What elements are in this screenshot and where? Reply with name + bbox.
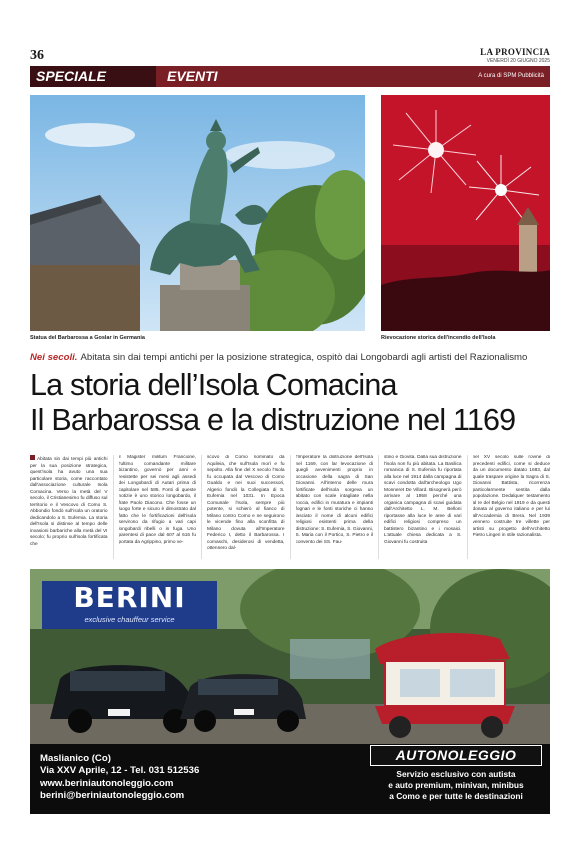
ad-contact <box>40 753 199 802</box>
fireworks-photo <box>381 95 550 331</box>
ad-logo-tagline: exclusive chauffeur service <box>84 615 175 624</box>
barbarossa-statue-photo <box>30 95 365 331</box>
right-photo-caption: Rievocazione storica dell'incendio dell'Isola <box>381 335 496 341</box>
page-number: 36 <box>30 48 44 63</box>
masthead <box>480 47 550 64</box>
section-bar <box>30 66 550 87</box>
column-divider <box>467 455 468 559</box>
ad-logo: BERINI <box>73 581 186 614</box>
ad-service-text <box>370 769 542 802</box>
article-column-5: stino e Giovita. Dalla sua distruzione l'isola non fu più abitata. La Basilica romanica di S. Eufemia fu riportata alla luce nel 1914 dalla campagna di scavi condotta dall'archeologo Ugo Monneret De Villard. Bisognerà però arrivare al 1958 perché una organica campagna di scavi guidata dall'Architetto L. M. Belloni riportasse alla luce le aree di vari edifici religiosi compreso un battistero bizantino e i mosaici. L'attuale chiesa dedicata a S. Giovanni fu costruita <box>384 455 462 545</box>
article-column-1 <box>30 455 108 559</box>
left-photo-caption: Statua del Barbarossa a Goslar in Germania <box>30 335 145 341</box>
ad-service-line-3: a Como e per tutte le destinazioni <box>389 791 523 801</box>
column-divider <box>113 455 114 559</box>
ad-service-line-2: e auto premium, minivan, minibus <box>388 780 524 790</box>
paragraph-marker-icon <box>30 455 35 460</box>
ad-website-link[interactable]: www.beriniautonoleggio.com <box>40 777 174 789</box>
article-column-3: scovo di Como nominato da Aquileia, che sull'Isola morì e fu sepolto. Alla fine del X secolo l'Isola fu occupata dal Vescovo di Como Gualdo e nei suoi successori, Algerio fondò la Collegiata di S. Eufemia nel 1031. In Epoca Comunale l'isola, sempre più potente, si schierò al fianco di Milano contro Como e ne seguirono le vicende fino alla sconfitta di Milano dovuta all'Imperatore Federico I, detto il Barbarossa. I comaschi, desiderosi di vendetta, ottennero dal- <box>207 455 285 551</box>
newspaper-brand: LA PROVINCIA <box>480 47 550 57</box>
section-credit: A cura di SPM Pubblicità <box>478 73 544 79</box>
column-text: Abitata sin dai tempi più antichi per la sua posizione strategica, quest'isola ha avuto una sua particolare storia, come raccontato dall'associazione culturale Isola Comacina. Verso la metà del V secolo, il Cristianesimo fu diffuso sul territorio e il Vescovo di Como S. Abbondio fondò sull'isola un oratorio dedicandolo a S. Eufemia. La storia dell'Isola si distinse al tempo delle invasioni barbariche alla metà del VI secolo; fu proprio sull'isola fortificata che <box>30 457 108 547</box>
ad-email-link[interactable]: berini@beriniautonoleggio.com <box>40 789 185 801</box>
kicker-lead: Nei secoli. <box>30 352 78 363</box>
article-column-4: l'Imperatore la distruzione dell'Isola nel 1169, con lar levocazione di quegli avvenimenti proprio in occasione della sagra di San Giovanni. All'interno delle mura fortificate dell'isola sorgeva un abitato con scale intagliate nella roccia, edifici in muratura e impianti fognari e le fonti storiche ci hanno lasciato il nome di alcuni edifici religiosi esistenti prima della distruzione: S. Eufemia, S. Giovanni, S. Maria con il Portico, S. Pietro e il convento dei SS. Fau- <box>295 455 373 545</box>
column-divider <box>201 455 202 559</box>
article-body <box>30 455 550 559</box>
advertisement <box>30 569 550 814</box>
subsection-label: EVENTI <box>167 68 218 84</box>
ad-address-phone: Via XXV Aprile, 12 - Tel. 031 512536 <box>40 765 200 777</box>
column-divider <box>378 455 379 559</box>
column-divider <box>290 455 291 559</box>
ad-badge: AUTONOLEGGIO <box>370 745 542 766</box>
issue-date: VENERDÌ 20 GIUGNO 2025 <box>486 58 550 64</box>
article-kicker <box>30 352 555 363</box>
article-column-2: il Magister militum Francione, l'ultimo comandante militare bizantino, governò per anni e resistette per sei mesi agli assedi dei Longobardi di Autari prima di capitolare nel 585. Fonti di queste notizie è uno storico longobardo, il frate Paolo Diacono. Che fosse un luogo forte e sicuro è dimostrato dal fatto che le fortificazioni dell'isola servirono da rifugio a vari capi longobardi ribelli o in fuga. Uno parentesi di pace dal 607 al 616 fu portata da Agrippino, primo ve- <box>118 455 196 545</box>
kicker-text: Abitata sin dai tempi antichi per la posizione strategica, ospitò dai Longobardi agli artisti del Razionalismo <box>80 352 528 363</box>
article-headline <box>30 368 555 438</box>
section-tag: SPECIALE <box>30 66 156 87</box>
headline-line-1: La storia dell’Isola Comacina <box>30 368 397 402</box>
article-column-6: nel XV secolo sulle rovine di precedenti edifici, come si deduce da un documento datato 1683, dal quale traspare origine la Sagra di S. Giovanni Battista, ricorrenza particolarmente sentita dalla popolazione. Dedalquer testamento al re del Belgio nel 1919 e da questi donata al governo italiano e per lui all'Accademia di Brera. Nel 1939 vennero costruite tre villette per artisti su progetto dell'Architetto Pietro Lingeri in stile razionalista. <box>472 455 550 538</box>
headline-line-2: Il Barbarossa e la distruzione nel 1169 <box>30 403 516 437</box>
ad-service-line-1: Servizio esclusivo con autista <box>396 769 516 779</box>
ad-location: Maslianico (Co) <box>40 753 111 764</box>
